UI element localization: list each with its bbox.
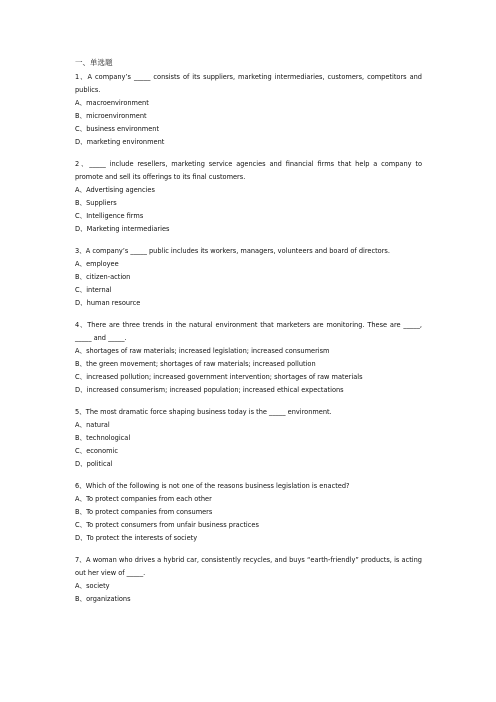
- question-stem: 3、A company’s _____ public includes its workers, managers, volunteers and board of directors.: [75, 247, 390, 255]
- option-d: D、marketing environment: [75, 138, 165, 146]
- option-c: C、economic: [75, 447, 119, 455]
- option-a: A、Advertising agencies: [75, 186, 155, 194]
- question-stem: 5、The most dramatic force shaping business today is the _____ environment.: [75, 408, 332, 416]
- question-list: [75, 71, 422, 615]
- option-a: A、natural: [75, 421, 110, 429]
- option-b: B、organizations: [75, 595, 131, 603]
- question-stem: 1、A company’s _____ consists of its suppliers, marketing intermediaries, customers, competitors and publics.: [75, 73, 422, 94]
- question-stem: 7、A woman who drives a hybrid car, consistently recycles, and buys “earth-friendly” products, is acting out her view of _____.: [75, 556, 422, 577]
- option-a: A、society: [75, 582, 110, 590]
- option-b: B、To protect companies from consumers: [75, 508, 213, 516]
- option-c: C、Intelligence firms: [75, 212, 144, 220]
- option-d: D、Marketing intermediaries: [75, 225, 170, 233]
- option-b: B、the green movement; shortages of raw materials; increased pollution: [75, 360, 316, 368]
- question-stem: 2、_____ include resellers, marketing service agencies and financial firms that help a company to promote and sell its offerings to its final customers.: [75, 160, 422, 181]
- option-b: B、Suppliers: [75, 199, 117, 207]
- question-6: [75, 480, 422, 545]
- question-7: [75, 554, 422, 606]
- option-b: B、technological: [75, 434, 131, 442]
- option-a: A、To protect companies from each other: [75, 495, 212, 503]
- option-d: D、To protect the interests of society: [75, 534, 198, 542]
- option-c: C、internal: [75, 286, 112, 294]
- option-b: B、microenvironment: [75, 112, 147, 120]
- question-3: [75, 245, 422, 310]
- question-4: [75, 319, 422, 397]
- question-2: [75, 158, 422, 236]
- option-c: C、increased pollution; increased government intervention; shortages of raw materials: [75, 373, 363, 381]
- option-d: D、political: [75, 460, 113, 468]
- option-a: A、macroenvironment: [75, 99, 149, 107]
- option-d: D、human resource: [75, 299, 141, 307]
- option-b: B、citizen-action: [75, 273, 131, 281]
- option-c: C、To protect consumers from unfair business practices: [75, 521, 259, 529]
- question-1: [75, 71, 422, 149]
- option-a: A、shortages of raw materials; increased legislation; increased consumerism: [75, 347, 330, 355]
- option-c: C、business environment: [75, 125, 160, 133]
- question-5: [75, 406, 422, 471]
- option-d: D、increased consumerism; increased population; increased ethical expectations: [75, 386, 344, 394]
- question-stem: 6、Which of the following is not one of the reasons business legislation is enacted?: [75, 482, 350, 490]
- section-title: 一、单选题: [75, 58, 113, 67]
- option-a: A、employee: [75, 260, 119, 268]
- question-stem: 4、There are three trends in the natural environment that marketers are monitoring. These are _____, _____ and _____.: [75, 321, 422, 342]
